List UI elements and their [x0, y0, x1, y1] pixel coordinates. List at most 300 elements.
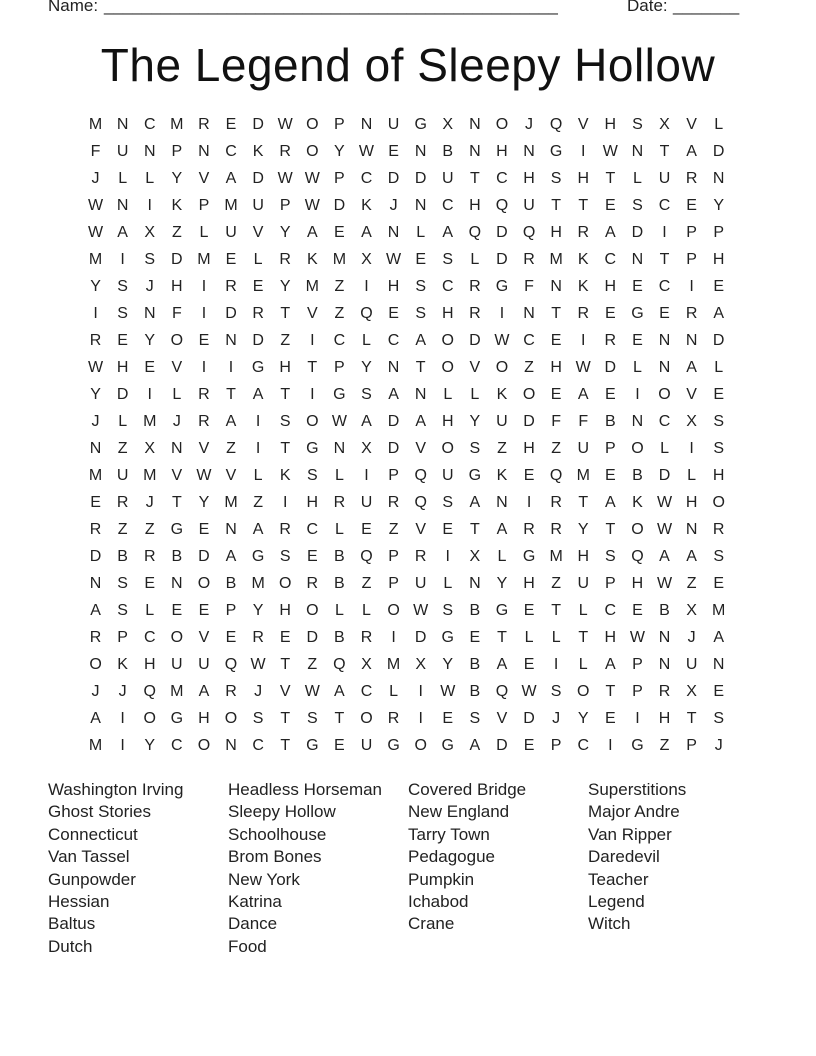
grid-letter: E — [442, 521, 454, 538]
grid-letter: D — [712, 143, 725, 160]
grid-letter: P — [198, 197, 210, 214]
grid-letter: R — [225, 683, 237, 700]
grid-letter: B — [334, 629, 345, 646]
grid-letter: L — [334, 521, 344, 538]
grid-letter: Q — [414, 467, 427, 484]
grid-letter: V — [225, 467, 237, 484]
grid-letter: E — [90, 494, 101, 511]
grid-letter: E — [550, 332, 562, 349]
grid-letter: A — [225, 170, 237, 187]
grid-letter: I — [418, 683, 423, 700]
grid-letter: S — [306, 710, 318, 727]
grid-letter: D — [604, 359, 617, 376]
word-list-item: Pumpkin — [408, 869, 475, 889]
grid-letter: O — [170, 629, 184, 646]
grid-letter: S — [306, 467, 318, 484]
grid-letter: M — [224, 494, 238, 511]
grid-letter: P — [686, 737, 697, 754]
grid-letter: S — [550, 683, 562, 700]
grid-letter: H — [496, 143, 508, 160]
grid-letter: A — [361, 413, 372, 430]
grid-letter: M — [251, 575, 265, 592]
grid-letter: S — [713, 413, 725, 430]
grid-letter: A — [659, 548, 670, 565]
grid-letter: O — [197, 575, 211, 592]
header — [48, 0, 748, 20]
grid-letter: C — [496, 170, 508, 187]
grid-letter: G — [631, 305, 644, 322]
grid-letter: T — [280, 440, 291, 457]
grid-letter: N — [469, 143, 481, 160]
grid-letter: C — [171, 737, 183, 754]
grid-letter: E — [225, 116, 237, 133]
grid-letter: H — [469, 197, 481, 214]
grid-letter: Q — [522, 224, 536, 241]
grid-letter: O — [441, 440, 454, 457]
grid-letter: E — [604, 386, 616, 403]
grid-letter: U — [577, 575, 590, 592]
grid-letter: M — [197, 251, 211, 268]
grid-letter: L — [334, 602, 344, 619]
grid-letter: O — [306, 413, 319, 430]
grid-letter: H — [712, 467, 725, 484]
word-list-item: Schoolhouse — [228, 824, 327, 844]
grid-letter: L — [714, 359, 724, 376]
grid-letter: L — [118, 170, 128, 187]
grid-letter: E — [388, 143, 399, 160]
grid-letter: I — [364, 467, 369, 484]
grid-letter: S — [279, 413, 291, 430]
grid-letter: N — [658, 629, 671, 646]
grid-letter: P — [713, 224, 725, 241]
grid-letter: O — [658, 386, 671, 403]
grid-letter: J — [552, 710, 561, 727]
grid-letter: Q — [631, 548, 644, 565]
grid-letter: E — [144, 575, 156, 592]
grid-letter: N — [658, 359, 671, 376]
grid-letter: T — [226, 386, 236, 403]
grid-letter: G — [170, 521, 184, 538]
grid-letter: A — [604, 494, 616, 511]
grid-letter: W — [494, 332, 510, 349]
grid-row — [82, 195, 732, 222]
grid-letter: K — [279, 467, 291, 484]
grid-letter: D — [387, 170, 400, 187]
grid-letter: Z — [524, 359, 534, 376]
grid-letter: H — [577, 548, 590, 565]
grid-letter: H — [441, 413, 454, 430]
grid-letter: P — [550, 737, 562, 754]
grid-letter: C — [658, 197, 671, 214]
grid-letter: S — [632, 116, 643, 133]
grid-letter: E — [198, 332, 210, 349]
grid-letter: Y — [334, 143, 345, 160]
grid-letter: P — [279, 197, 291, 214]
grid-letter: Z — [361, 575, 372, 592]
grid-letter: V — [577, 116, 589, 133]
grid-letter: A — [361, 224, 372, 241]
grid-letter: U — [116, 467, 129, 484]
word-list-item: Pedagogue — [408, 847, 495, 867]
grid-letter: R — [604, 332, 617, 349]
grid-letter: C — [252, 737, 264, 754]
grid-letter: R — [469, 305, 481, 322]
grid-letter: P — [334, 116, 345, 133]
grid-letter: Z — [551, 575, 562, 592]
grid-letter: X — [144, 224, 156, 241]
grid-letter: B — [659, 602, 670, 619]
grid-letter: L — [253, 467, 263, 484]
grid-letter: D — [658, 467, 671, 484]
grid-letter: J — [118, 683, 127, 700]
grid-letter: D — [496, 737, 508, 754]
grid-letter: G — [441, 737, 454, 754]
grid-letter: A — [496, 521, 508, 538]
grid-row — [82, 735, 732, 762]
grid-letter: I — [201, 359, 207, 376]
grid-letter: Z — [253, 494, 263, 511]
grid-letter: W — [196, 467, 212, 484]
grid-letter: G — [414, 116, 427, 133]
grid-letter: D — [387, 413, 400, 430]
grid-letter: E — [713, 386, 725, 403]
grid-letter: J — [91, 413, 100, 430]
grid-letter: R — [387, 494, 400, 511]
grid-letter: R — [685, 170, 698, 187]
grid-letter: P — [225, 602, 237, 619]
grid-letter: M — [224, 197, 238, 214]
grid-letter: B — [469, 656, 481, 673]
grid-letter: E — [144, 359, 156, 376]
grid-letter: G — [251, 548, 265, 565]
grid-letter: Q — [495, 197, 509, 214]
grid-letter: N — [116, 197, 129, 214]
grid-letter: U — [360, 494, 373, 511]
grid-letter: L — [470, 251, 480, 268]
grid-letter: E — [334, 224, 345, 241]
grid-row — [82, 681, 732, 708]
grid-letter: C — [306, 521, 319, 538]
grid-letter: Z — [659, 737, 670, 754]
grid-letter: O — [278, 575, 292, 592]
grid-letter: D — [496, 224, 508, 241]
grid-letter: W — [87, 224, 104, 241]
grid-letter: A — [334, 683, 345, 700]
grid-letter: C — [604, 602, 617, 619]
grid-letter: Y — [279, 224, 291, 241]
grid-letter: T — [578, 494, 589, 511]
grid-letter: J — [254, 683, 263, 700]
grid-letter: J — [714, 737, 723, 754]
letter-grid — [82, 114, 732, 762]
grid-letter: D — [252, 170, 264, 187]
grid-letter: W — [277, 170, 293, 187]
grid-letter: S — [117, 575, 128, 592]
grid-letter: I — [120, 737, 125, 754]
grid-letter: D — [712, 332, 725, 349]
grid-letter: T — [659, 143, 670, 160]
grid-letter: D — [198, 548, 210, 565]
grid-letter: U — [414, 575, 427, 592]
grid-letter: N — [171, 440, 183, 457]
grid-letter: N — [658, 332, 671, 349]
grid-letter: A — [388, 386, 399, 403]
grid-letter: M — [88, 116, 103, 133]
grid-letter: L — [687, 467, 697, 484]
grid-letter: G — [441, 629, 454, 646]
grid-letter: R — [198, 386, 210, 403]
grid-letter: P — [334, 170, 345, 187]
grid-letter: Q — [360, 305, 373, 322]
word-list-item: Van Ripper — [588, 824, 672, 844]
grid-letter: P — [686, 251, 697, 268]
grid-letter: R — [279, 251, 291, 268]
grid-letter: E — [198, 521, 210, 538]
grid-letter: S — [415, 278, 426, 295]
grid-letter: P — [604, 440, 616, 457]
grid-letter: E — [171, 602, 183, 619]
grid-row — [82, 546, 732, 573]
grid-letter: E — [361, 521, 372, 538]
grid-letter: Z — [497, 440, 507, 457]
grid-letter: W — [656, 575, 673, 592]
grid-letter: C — [441, 278, 454, 295]
grid-letter: L — [632, 170, 642, 187]
grid-letter: I — [120, 710, 125, 727]
grid-row — [82, 330, 732, 357]
grid-letter: Z — [117, 440, 128, 457]
grid-letter: C — [441, 197, 454, 214]
grid-letter: W — [277, 116, 293, 133]
grid-letter: G — [549, 143, 563, 160]
grid-letter: S — [550, 170, 562, 187]
grid-letter: N — [523, 143, 535, 160]
grid-letter: I — [310, 386, 315, 403]
grid-letter: A — [252, 521, 264, 538]
grid-letter: M — [712, 602, 726, 619]
grid-letter: I — [662, 224, 667, 241]
grid-row — [82, 654, 732, 681]
grid-letter: Z — [334, 278, 345, 295]
grid-letter: H — [685, 494, 698, 511]
grid-letter: U — [685, 656, 698, 673]
grid-letter: A — [306, 224, 318, 241]
grid-letter: X — [659, 116, 670, 133]
grid-letter: W — [602, 143, 618, 160]
grid-letter: I — [228, 359, 234, 376]
grid-letter: S — [713, 548, 725, 565]
grid-letter: X — [686, 683, 697, 700]
grid-letter: J — [687, 629, 696, 646]
grid-letter: K — [171, 197, 183, 214]
grid-letter: F — [551, 413, 562, 430]
grid-letter: J — [91, 683, 100, 700]
grid-letter: D — [387, 440, 400, 457]
grid-letter: O — [522, 386, 536, 403]
grid-letter: N — [496, 494, 508, 511]
grid-letter: R — [279, 521, 291, 538]
grid-letter: T — [280, 656, 291, 673]
grid-letter: W — [656, 494, 673, 511]
grid-letter: X — [686, 602, 697, 619]
word-list-item: Connecticut — [48, 824, 138, 844]
grid-letter: A — [713, 305, 725, 322]
grid-letter: T — [551, 602, 562, 619]
grid-letter: S — [361, 386, 372, 403]
grid-letter: W — [331, 413, 347, 430]
grid-letter: S — [144, 251, 156, 268]
grid-letter: D — [89, 548, 102, 565]
grid-letter: V — [415, 521, 426, 538]
grid-letter: D — [523, 710, 535, 727]
grid-row — [82, 357, 732, 384]
word-list-item: Van Tassel — [48, 847, 130, 867]
grid-letter: K — [361, 197, 372, 214]
word-list-item: Headless Horseman — [228, 780, 383, 799]
grid-letter: N — [225, 332, 237, 349]
grid-letter: Q — [360, 548, 373, 565]
grid-row — [82, 708, 732, 735]
grid-letter: L — [443, 386, 453, 403]
grid-row — [82, 222, 732, 249]
grid-letter: T — [280, 710, 291, 727]
grid-letter: Q — [143, 683, 156, 700]
grid-letter: T — [659, 251, 670, 268]
grid-letter: N — [143, 143, 156, 160]
grid-letter: N — [712, 656, 725, 673]
grid-letter: R — [252, 305, 264, 322]
grid-letter: N — [143, 305, 156, 322]
grid-letter: E — [632, 602, 643, 619]
grid-letter: X — [686, 413, 697, 430]
grid-letter: H — [577, 170, 590, 187]
word-list — [48, 779, 768, 958]
grid-letter: D — [306, 629, 319, 646]
grid-letter: H — [523, 440, 535, 457]
name-field[interactable]: ________________________________________________ — [104, 0, 558, 15]
grid-letter: U — [523, 197, 535, 214]
grid-letter: S — [713, 440, 725, 457]
grid-letter: R — [360, 629, 373, 646]
grid-letter: W — [304, 197, 320, 214]
grid-row — [82, 249, 732, 276]
name-label: Name: — [48, 0, 99, 15]
grid-letter: L — [524, 629, 534, 646]
grid-letter: H — [550, 224, 562, 241]
grid-letter: W — [304, 170, 320, 187]
grid-letter: O — [306, 143, 319, 160]
grid-letter: A — [686, 359, 697, 376]
word-list-item: Witch — [588, 914, 631, 934]
grid-letter: D — [523, 413, 535, 430]
grid-row — [82, 573, 732, 600]
grid-letter: K — [496, 467, 508, 484]
grid-letter: Y — [577, 521, 589, 538]
grid-letter: A — [577, 386, 589, 403]
grid-letter: Z — [551, 440, 562, 457]
grid-letter: I — [93, 305, 98, 322]
grid-letter: V — [496, 710, 508, 727]
grid-letter: J — [145, 278, 154, 295]
grid-letter: V — [469, 359, 481, 376]
grid-letter: F — [171, 305, 182, 322]
grid-letter: L — [660, 440, 669, 457]
grid-letter: Z — [117, 521, 128, 538]
grid-letter: C — [577, 737, 590, 754]
grid-letter: X — [442, 116, 454, 133]
grid-letter: M — [170, 683, 184, 700]
grid-letter: Q — [549, 467, 563, 484]
grid-letter: O — [387, 602, 400, 619]
grid-letter: P — [334, 359, 345, 376]
grid-row — [82, 168, 732, 195]
grid-letter: I — [364, 278, 369, 295]
grid-letter: E — [686, 197, 697, 214]
grid-letter: R — [712, 521, 725, 538]
grid-letter: Q — [333, 656, 346, 673]
word-list-item: Ichabod — [408, 892, 469, 912]
grid-letter: V — [198, 629, 210, 646]
grid-letter: N — [414, 197, 427, 214]
grid-letter: H — [604, 629, 617, 646]
grid-letter: I — [310, 332, 315, 349]
grid-letter: E — [604, 197, 616, 214]
grid-letter: M — [170, 116, 184, 133]
grid-letter: I — [689, 440, 694, 457]
grid-letter: L — [145, 602, 155, 619]
grid-letter: U — [496, 413, 508, 430]
grid-letter: F — [90, 143, 101, 160]
grid-letter: T — [578, 629, 589, 646]
grid-letter: X — [361, 656, 372, 673]
grid-letter: W — [629, 629, 645, 646]
grid-letter: L — [416, 224, 426, 241]
grid-letter: O — [631, 521, 644, 538]
grid-letter: X — [144, 440, 156, 457]
grid-letter: V — [306, 305, 318, 322]
grid-letter: C — [225, 143, 237, 160]
grid-letter: B — [117, 548, 128, 565]
grid-letter: L — [578, 656, 588, 673]
grid-letter: E — [713, 278, 725, 295]
grid-letter: U — [360, 737, 373, 754]
grid-letter: B — [171, 548, 183, 565]
grid-letter: T — [469, 170, 480, 187]
grid-letter: I — [255, 440, 261, 457]
grid-letter: W — [386, 251, 402, 268]
grid-letter: O — [577, 683, 590, 700]
grid-letter: R — [333, 494, 346, 511]
grid-letter: G — [170, 710, 184, 727]
grid-letter: S — [442, 602, 454, 619]
grid-letter: H — [171, 278, 183, 295]
grid-letter: D — [414, 170, 427, 187]
grid-letter: R — [225, 278, 237, 295]
grid-letter: Y — [90, 278, 101, 295]
grid-letter: B — [225, 575, 237, 592]
grid-letter: L — [389, 683, 399, 700]
grid-row — [82, 114, 732, 141]
grid-letter: G — [387, 737, 400, 754]
grid-letter: I — [445, 548, 450, 565]
grid-letter: Y — [252, 602, 264, 619]
grid-letter: A — [604, 224, 616, 241]
grid-letter: M — [305, 278, 319, 295]
date-field[interactable]: _______ — [673, 0, 740, 15]
grid-letter: S — [252, 710, 264, 727]
grid-letter: N — [414, 143, 427, 160]
grid-letter: N — [225, 737, 237, 754]
